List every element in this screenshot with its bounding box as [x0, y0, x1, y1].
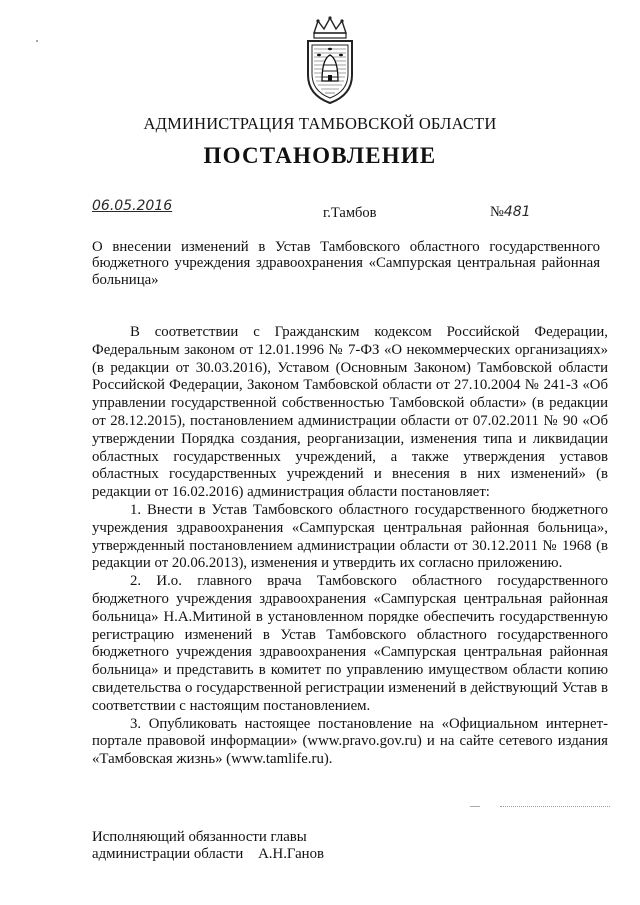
signature-block [92, 829, 324, 863]
number-value: 481 [503, 204, 531, 220]
preamble-paragraph: В соответствии с Гражданским кодексом Российской Федерации, Федеральным законом от 12.01.1996 № 7-ФЗ «О некоммерческих организациях» (в редакции от 30.03.2016), Уставом (Основным Законом) Тамбовской области Российской Федерации, Законом Тамбовской области от 27.10.2004 № 241-З «Об управлении государственной собственностью Тамбовской области» (в редакции от 28.12.2015), постановлением администрации области от 07.02.2011 № 90 «Об утверждении Порядка создания, реорганизации, изменения типа и ликвидации областных государственных учреждений, а также утверждения уставов областных государственных учреждений и внесения в них изменений» (в редакции от 16.02.2016) администрация области постановляет: [92, 324, 608, 501]
signatory-name: А.Н.Ганов [258, 846, 324, 862]
document-city: г.Тамбов [323, 205, 377, 221]
scan-speck [36, 40, 38, 42]
coat-of-arms-emblem [300, 15, 360, 107]
document-date: 06.05.2016 [92, 198, 173, 214]
item-2-paragraph: 2. И.о. главного врача Тамбовского областного государственного бюджетного учреждения здравоохранения «Сампурская центральная районная больница» Н.А.Митиной в установленном порядке обеспечить государственную регистрацию изменений в Устав Тамбовского областного государственного бюджетного учреждения здравоохранения «Сампурская центральная районная больница» и представить в комитет по управлению имуществом области копию свидетельства о государственной регистрации изменений в действующий Устав в соответствии с настоящим постановлением. [92, 573, 608, 714]
document-number [490, 204, 531, 221]
document-type-title: ПОСТАНОВЛЕНИЕ [203, 143, 437, 168]
item-1-paragraph: 1. Внести в Устав Тамбовского областного государственного бюджетного учреждения здравоохранения «Сампурская центральная районная больница», утвержденный постановлением администрации области от 30.12.2011 № 1968 (в редакции от 20.06.2013), изменения и утвердить их согласно приложению. [92, 501, 608, 572]
number-label: № [490, 204, 504, 220]
signatory-line-2 [92, 846, 324, 863]
signatory-position: администрации области [92, 846, 244, 862]
organization-name: АДМИНИСТРАЦИЯ ТАМБОВСКОЙ ОБЛАСТИ [143, 114, 497, 133]
item-3-paragraph: 3. Опубликовать настоящее постановление на «Официальном интернет-портале правовой информации» (www.pravo.gov.ru) и на сайте сетевого издания «Тамбовская жизнь» (www.tamlife.ru). [92, 715, 608, 768]
document-subject: О внесении изменений в Устав Тамбовского областного государственного бюджетного учреждения здравоохранения «Сампурская центральная районная больница» [92, 239, 600, 288]
scan-mark [470, 806, 480, 808]
signatory-title-line: Исполняющий обязанности главы [92, 829, 307, 845]
scan-dotted-mark [500, 806, 610, 809]
document-body [92, 324, 608, 769]
